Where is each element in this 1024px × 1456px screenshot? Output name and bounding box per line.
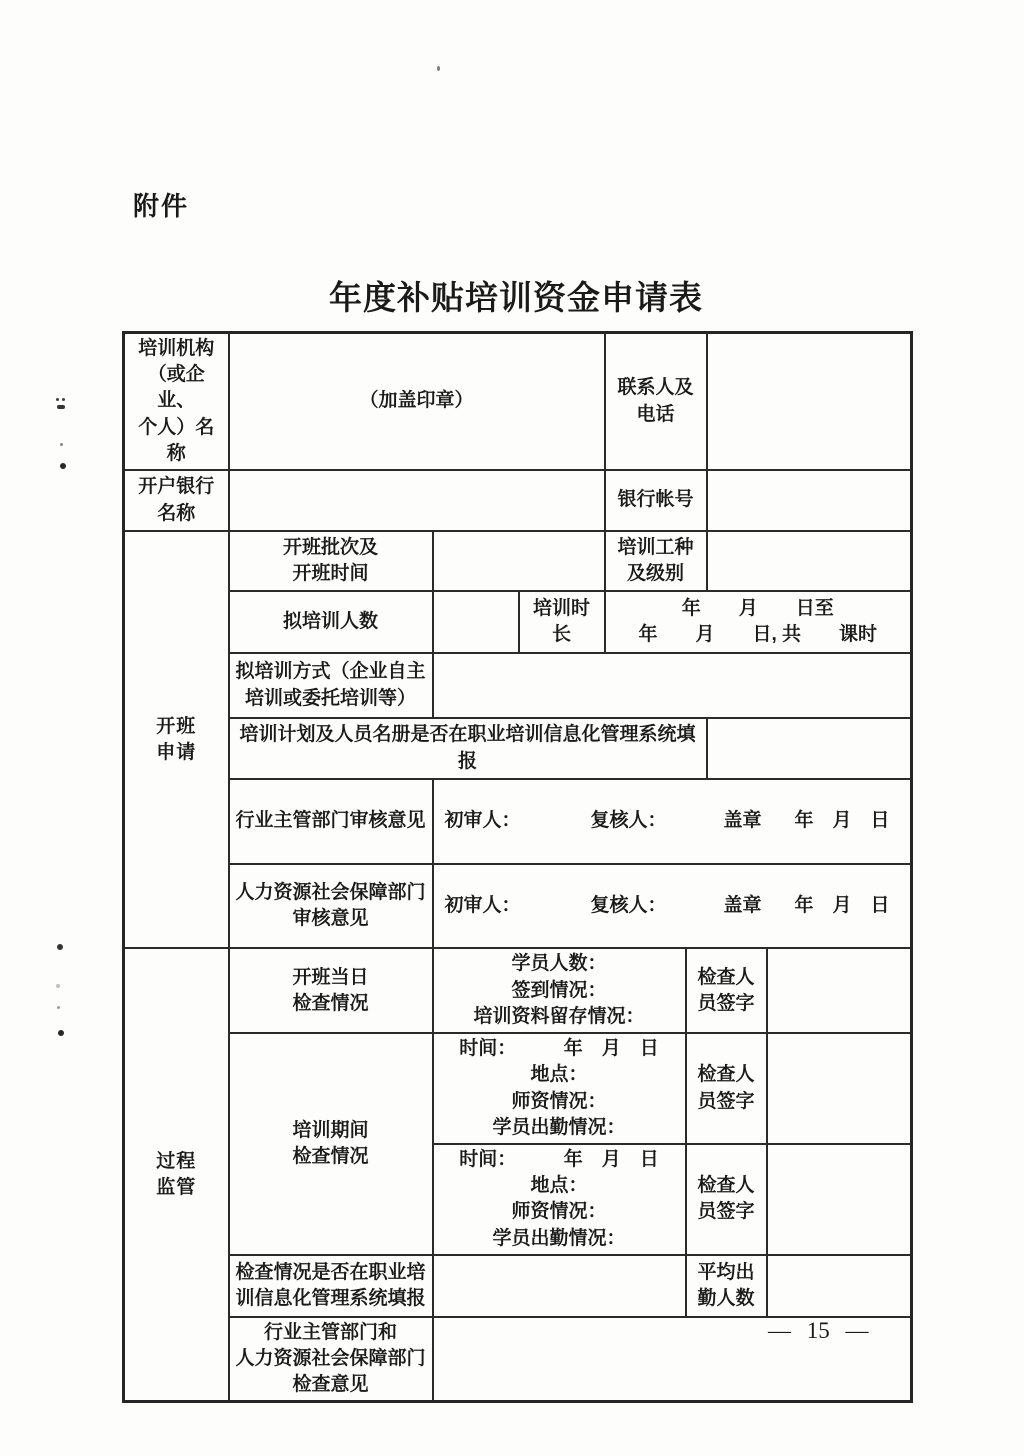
row-plan-filed	[124, 718, 912, 779]
row-day-check	[124, 948, 912, 1033]
scan-artifact	[437, 66, 440, 71]
duration-label: 培训时长	[519, 591, 605, 653]
final-opinion-label: 行业主管部门和 人力资源社会保障部门 检查意见	[229, 1317, 433, 1402]
day-check-label: 开班当日 检查情况	[229, 948, 433, 1033]
scan-artifact	[60, 463, 66, 469]
page-number: — 15 —	[768, 1318, 869, 1343]
industry-review-content-cell	[433, 779, 912, 864]
bank-account-value-cell	[707, 470, 912, 531]
seal-note-cell: （加盖印章）	[229, 333, 605, 471]
scan-artifact	[57, 405, 65, 409]
method-label: 拟培训方式（企业自主 培训或委托培训等）	[229, 653, 433, 718]
method-value-cell	[433, 653, 912, 718]
work-type-value-cell	[707, 531, 912, 591]
avg-attendance-value-cell	[767, 1255, 912, 1317]
trainee-count-label: 拟培训人数	[229, 591, 433, 653]
industry-review-label: 行业主管部门审核意见	[229, 779, 433, 864]
hr-review-line	[439, 893, 906, 919]
seal-label: 盖章	[723, 810, 762, 832]
plan-filed-value-cell	[707, 718, 912, 779]
row-bank	[124, 470, 912, 531]
attachment-label: 附件	[133, 191, 190, 221]
application-form-table	[122, 331, 913, 1403]
contact-value-cell	[707, 333, 912, 471]
work-type-label: 培训工种 及级别	[605, 531, 707, 591]
trainee-count-value-cell	[433, 591, 519, 653]
check-filed-label: 检查情况是否在职业培 训信息化管理系统填报	[229, 1255, 433, 1317]
row-check-filed	[124, 1255, 912, 1317]
scan-artifact	[56, 398, 59, 401]
hr-review-label: 人力资源社会保障部门 审核意见	[229, 864, 433, 949]
batch-label: 开班批次及 开班时间	[229, 531, 433, 591]
inspector-sign-value-cell	[767, 1033, 912, 1144]
industry-review-line	[439, 808, 906, 834]
scan-artifact	[58, 1030, 64, 1036]
hr-review-content-cell	[433, 864, 912, 949]
row-period-check-1	[124, 1033, 912, 1144]
day-check-content-cell: 学员人数： 签到情况： 培训资料留存情况：	[433, 948, 686, 1033]
check-filed-value-cell	[433, 1255, 686, 1317]
scan-artifact	[57, 1006, 60, 1009]
period-check-label: 培训期间 检查情况	[229, 1033, 433, 1255]
page-title: 年度补贴培训资金申请表	[329, 279, 703, 316]
org-name-label: 培训机构 （或企业、 个人）名称	[124, 333, 229, 471]
row-method	[124, 653, 912, 718]
scan-artifact	[56, 984, 60, 988]
plan-filed-label: 培训计划及人员名册是否在职业培训信息化管理系统填报	[229, 718, 707, 779]
avg-attendance-label: 平均出 勤人数	[686, 1255, 767, 1317]
inspector-sign-value-cell	[767, 948, 912, 1033]
period-check-content-cell: 时间： 年 月 日 地点： 师资情况： 学员出勤情况：	[433, 1033, 686, 1144]
review-date-label: 年 月 日	[794, 810, 890, 832]
row-batch	[124, 531, 912, 591]
scan-artifact	[60, 443, 63, 446]
bank-account-label: 银行帐号	[605, 470, 707, 531]
first-reviewer-label: 初审人：	[444, 894, 521, 916]
row-trainee-count	[124, 591, 912, 653]
inspector-sign-label: 检查人 员签字	[686, 1144, 767, 1255]
bank-name-value-cell	[229, 470, 605, 531]
second-reviewer-label: 复核人：	[590, 894, 667, 916]
row-hr-review	[124, 864, 912, 949]
row-org-name	[124, 333, 912, 471]
bank-name-label: 开户银行 名称	[124, 470, 229, 531]
seal-label: 盖章	[723, 894, 762, 916]
batch-value-cell	[433, 531, 605, 591]
scan-artifact	[57, 944, 63, 950]
row-industry-review	[124, 779, 912, 864]
duration-value-cell: 年 月 日至 年 月 日, 共 课时	[605, 591, 912, 653]
contact-label: 联系人及 电话	[605, 333, 707, 471]
scan-artifact	[62, 398, 65, 401]
section-application-label: 开班 申请	[124, 531, 229, 948]
inspector-sign-value-cell	[767, 1144, 912, 1255]
section-supervision-label: 过程 监管	[124, 948, 229, 1402]
review-date-label: 年 月 日	[794, 894, 890, 916]
inspector-sign-label: 检查人 员签字	[686, 948, 767, 1033]
first-reviewer-label: 初审人：	[444, 810, 521, 832]
period-check-content-cell: 时间： 年 月 日 地点： 师资情况： 学员出勤情况：	[433, 1144, 686, 1255]
inspector-sign-label: 检查人 员签字	[686, 1033, 767, 1144]
second-reviewer-label: 复核人：	[590, 810, 667, 832]
